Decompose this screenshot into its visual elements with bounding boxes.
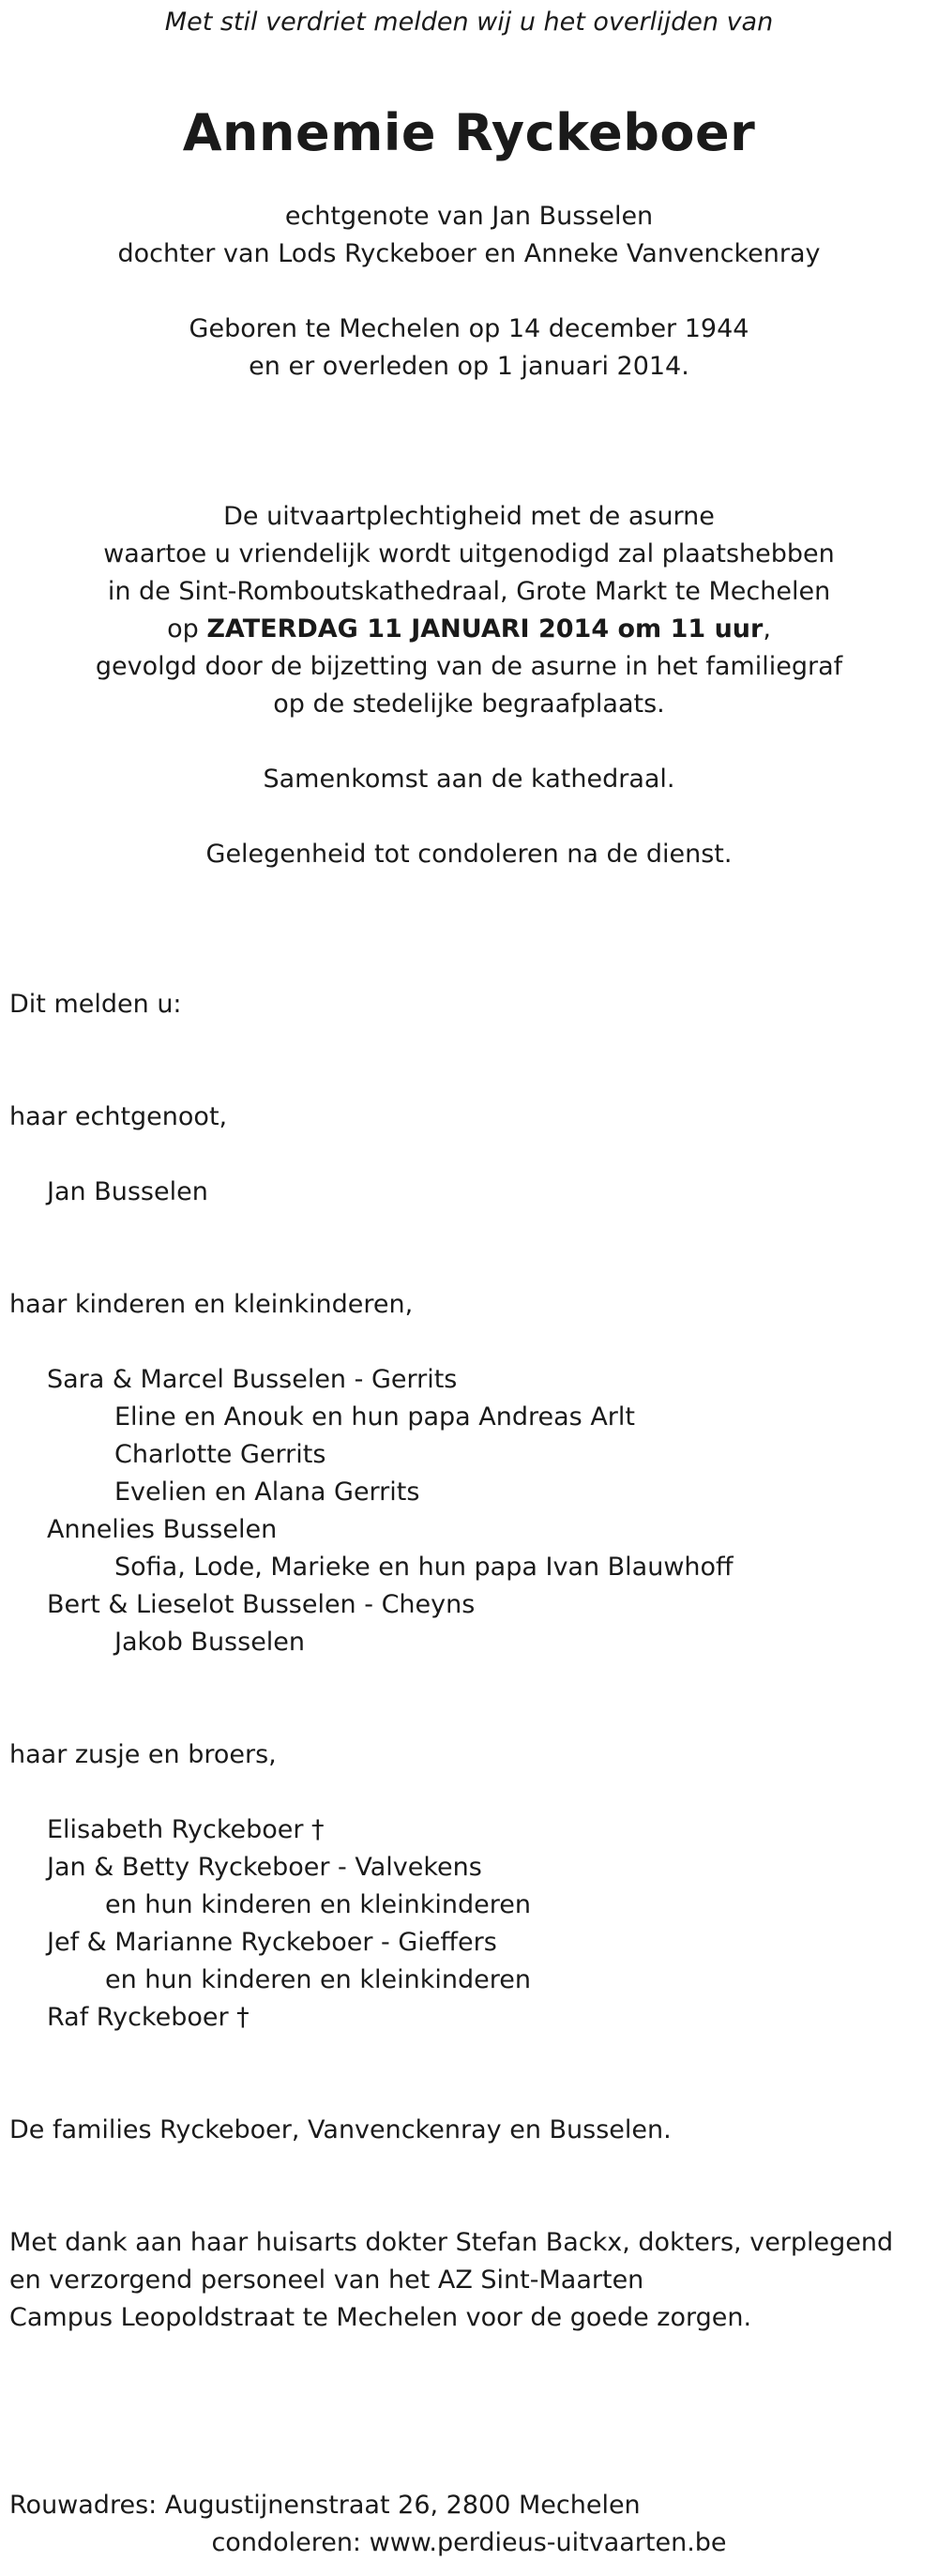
family-intro: Dit melden u: [9,990,182,1019]
intro-text: Met stil verdriet melden wij u het overlijden van [164,8,774,37]
thanks-line-3: Campus Leopoldstraat te Mechelen voor de goede zorgen. [9,2303,752,2332]
birth-line: Geboren te Mechelen op 14 december 1944 [189,314,749,343]
condolence-website[interactable]: condoleren: www.perdieus-uitvaarten.be [211,2528,727,2557]
date-prefix: op [167,614,207,644]
child-entry: Bert & Lieselot Busselen - Cheyns [47,1590,476,1619]
sibling-entry: Jan & Betty Ryckeboer - Valvekens [47,1853,482,1882]
families-line: De families Ryckeboer, Vanvenckenray en Busselen. [9,2115,672,2144]
grandchild-entry: Jakob Busselen [114,1628,306,1657]
thanks-line-1: Met dank aan haar huisarts dokter Stefan Backx, dokters, verplegend [9,2228,894,2257]
sibling-descendants: en hun kinderen en kleinkinderen [105,1890,531,1919]
relation-spouse: echtgenote van Jan Busselen [284,202,654,231]
siblings-heading: haar zusje en broers, [9,1740,277,1769]
ceremony-line-5: gevolgd door de bijzetting van de asurne in het familiegraf [95,652,843,681]
grandchild-entry: Sofia, Lode, Marieke en hun papa Ivan Blauwhoff [114,1553,734,1582]
child-entry: Sara & Marcel Busselen - Gerrits [47,1365,458,1394]
grandchild-entry: Evelien en Alana Gerrits [114,1477,420,1507]
sibling-descendants: en hun kinderen en kleinkinderen [105,1965,531,1994]
children-heading: haar kinderen en kleinkinderen, [9,1290,414,1319]
deceased-name: Annemie Ryckeboer [182,103,756,162]
ceremony-line-2: waartoe u vriendelijk wordt uitgenodigd zal plaatshebben [103,539,835,568]
mourning-address: Rouwadres: Augustijnenstraat 26, 2800 Mechelen [9,2491,641,2520]
grandchild-entry: Charlotte Gerrits [114,1440,326,1469]
condolence-text: Gelegenheid tot condoleren na de dienst. [205,840,733,869]
spouse-name: Jan Busselen [47,1177,208,1206]
thanks-line-2: en verzorgend personeel van het AZ Sint-Maarten [9,2265,644,2295]
ceremony-date: ZATERDAG 11 JANUARI 2014 om 11 uur [206,614,764,644]
spouse-heading: haar echtgenoot, [9,1102,228,1131]
ceremony-line-1: De uitvaartplechtigheid met de asurne [223,502,715,531]
child-entry: Annelies Busselen [47,1515,278,1544]
ceremony-date-line [0,611,938,648]
sibling-entry: Raf Ryckeboer † [47,2003,250,2032]
grandchild-entry: Eline en Anouk en hun papa Andreas Arlt [114,1402,635,1432]
ceremony-line-6: op de stedelijke begraafplaats. [273,689,665,719]
death-line: en er overleden op 1 januari 2014. [249,352,689,381]
sibling-entry: Jef & Marianne Ryckeboer - Gieffers [47,1928,497,1957]
ceremony-line-3: in de Sint-Romboutskathedraal, Grote Markt te Mechelen [107,577,831,606]
sibling-entry: Elisabeth Ryckeboer † [47,1815,325,1844]
date-suffix: , [763,614,771,644]
relation-parents: dochter van Lods Ryckeboer en Anneke Vanvenckenray [117,239,821,268]
gathering-text: Samenkomst aan de kathedraal. [263,765,675,794]
